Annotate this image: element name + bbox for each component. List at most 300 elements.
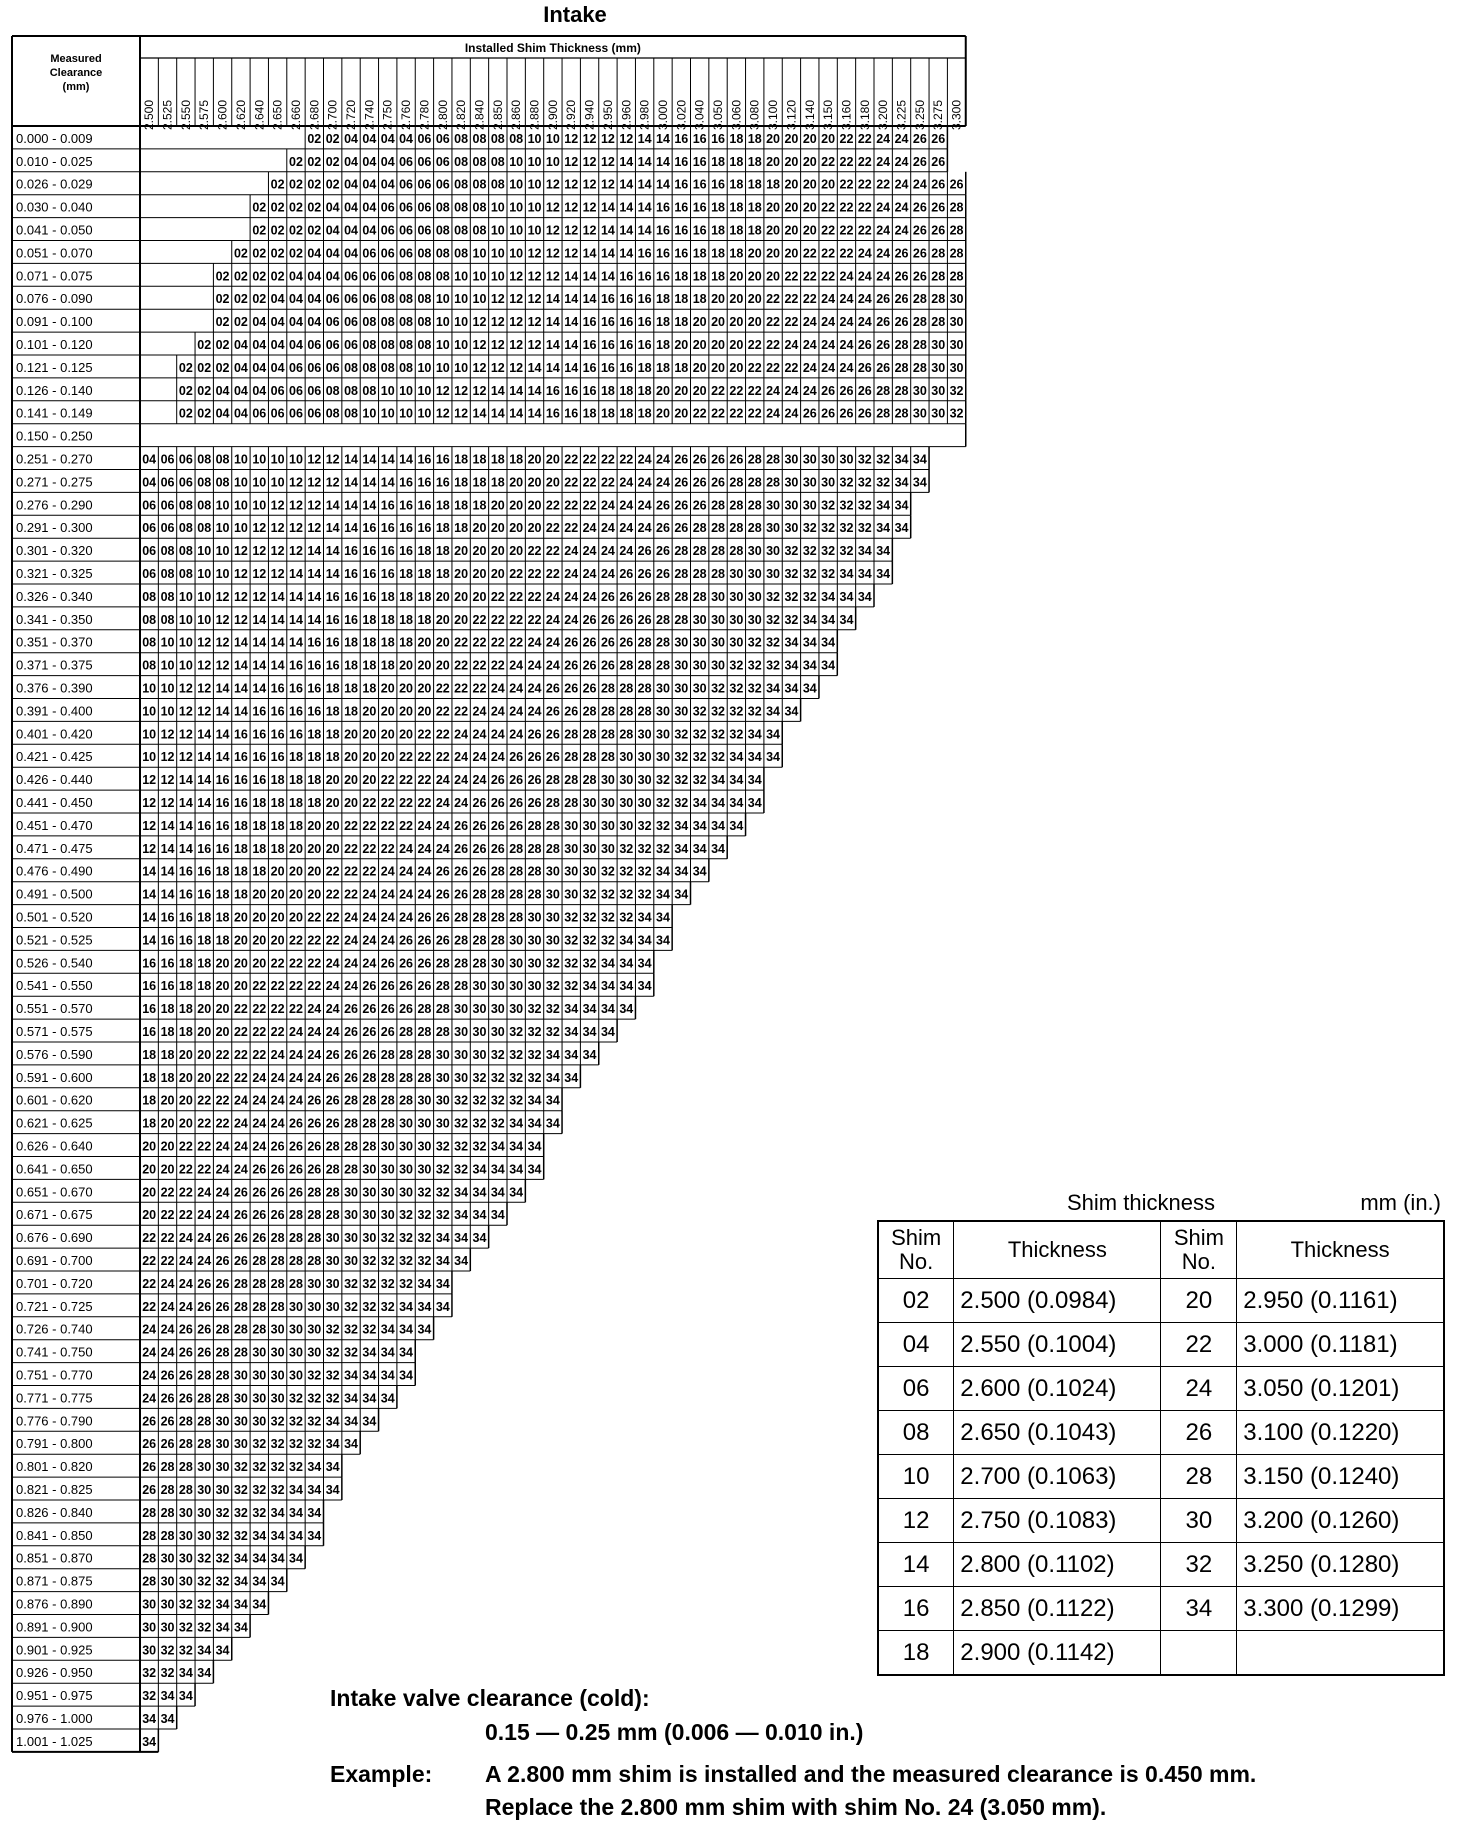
shim-number-cell: 18	[435, 521, 450, 536]
shim-number-cell: 34	[233, 1597, 248, 1612]
clearance-range-label: 0.951 - 0.975	[16, 1688, 93, 1704]
shim-number-cell: 22	[545, 567, 560, 581]
shim-number-cell: 22	[399, 750, 414, 765]
column-thickness-label: 2.740	[362, 99, 377, 130]
shim-number-cell: 24	[215, 1139, 230, 1154]
shim-number-cell: 20	[362, 704, 377, 719]
shim-number-cell: 22	[178, 1208, 193, 1223]
shim-number-cell: 18	[362, 681, 377, 696]
shim-number-cell: 20	[435, 635, 450, 650]
shim-number-cell: 22	[802, 292, 817, 307]
shim-number-cell: 26	[160, 1391, 175, 1406]
shim-number-cell: 20	[289, 864, 303, 879]
shim-number-cell: 32	[821, 567, 836, 581]
clearance-range-label: 0.641 - 0.650	[16, 1161, 93, 1177]
shim-number-cell: 10	[527, 131, 542, 146]
shim-number-cell: 18	[307, 773, 322, 788]
shim-number-cell: 08	[435, 269, 450, 284]
shim-number-cell: 28	[656, 589, 670, 604]
shim-number-cell: 12	[564, 200, 579, 215]
shim-number-cell: 30	[160, 1620, 175, 1635]
shim-number-cell: 20	[802, 154, 817, 169]
shim-number-cell: 06	[289, 360, 303, 375]
shim-number-cell: 14	[582, 269, 597, 284]
shim-number-cell: 26	[490, 796, 505, 810]
shim-number-cell: 24	[876, 131, 891, 146]
shim-number-cell: 16	[656, 223, 670, 238]
shim-number-cell: 24	[380, 864, 395, 879]
shim-number-cell: 04	[399, 131, 414, 146]
thickness-cell: 2.550 (0.1004)	[954, 1323, 1161, 1367]
shim-number-cell: 24	[876, 200, 891, 215]
shim-number-cell: 18	[325, 727, 340, 742]
shim-number-cell: 16	[289, 704, 303, 719]
shim-number-cell: 16	[564, 406, 579, 421]
shim-number-cell: 12	[142, 796, 157, 810]
shim-number-cell: 22	[490, 589, 505, 604]
shim-number-cell: 22	[233, 1070, 248, 1085]
shim-number-cell: 30	[307, 1322, 322, 1337]
shim-number-cell: 24	[472, 727, 487, 742]
shim-number-cell: 34	[766, 681, 781, 696]
shim-number-cell: 08	[417, 315, 432, 330]
shim-number-cell: 24	[619, 544, 634, 559]
shim-number-cell: 08	[454, 223, 469, 238]
thickness-cell: 2.600 (0.1024)	[954, 1367, 1161, 1411]
shim-number-cell: 22	[839, 223, 854, 238]
shim-number-cell: 10	[178, 589, 193, 604]
shim-number-cell: 28	[527, 818, 542, 833]
shim-no-cell: 08	[878, 1411, 954, 1455]
shim-number-cell: 18	[747, 200, 762, 215]
shim-number-cell: 28	[509, 887, 524, 902]
shim-number-cell: 26	[894, 246, 909, 261]
shim-number-cell: 28	[729, 475, 744, 490]
shim-number-cell: 32	[711, 704, 725, 719]
shim-number-cell: 30	[784, 521, 799, 536]
shim-number-cell: 06	[178, 452, 193, 467]
shim-number-cell: 02	[215, 292, 230, 307]
shim-number-cell: 22	[857, 154, 872, 169]
shim-no-cell	[1161, 1631, 1237, 1676]
shim-number-cell: 32	[509, 1025, 524, 1039]
shim-number-cell: 14	[509, 406, 524, 421]
shim-number-cell: 34	[289, 1528, 303, 1543]
shim-number-cell: 32	[509, 1070, 524, 1085]
shim-number-cell: 02	[289, 223, 303, 238]
shim-number-cell: 24	[399, 887, 414, 902]
shim-number-cell: 16	[252, 773, 267, 788]
shim-number-cell: 34	[674, 818, 689, 833]
shim-number-cell: 12	[233, 589, 248, 604]
shim-number-cell: 14	[637, 200, 652, 215]
shim-number-cell: 24	[784, 338, 799, 352]
shim-number-cell: 26	[252, 1208, 267, 1223]
shim-number-cell: 28	[435, 956, 450, 971]
shim-number-cell: 32	[747, 704, 762, 719]
shim-number-cell: 20	[233, 933, 248, 948]
shim-number-cell: 30	[307, 1299, 322, 1314]
shim-number-cell: 26	[912, 223, 927, 238]
shim-number-cell: 26	[674, 498, 689, 513]
shim-number-cell: 08	[490, 131, 505, 146]
shim-number-cell: 16	[362, 567, 377, 581]
shim-number-cell: 06	[307, 360, 322, 375]
shim-number-cell: 32	[490, 1047, 505, 1062]
shim-number-cell: 32	[454, 1139, 469, 1154]
shim-number-cell: 30	[949, 315, 964, 330]
shim-number-cell: 18	[729, 177, 744, 192]
shim-number-cell: 10	[270, 475, 285, 490]
shim-no-cell: 10	[878, 1455, 954, 1499]
thickness-cell: 3.250 (0.1280)	[1237, 1543, 1444, 1587]
shim-table-row	[878, 1543, 1444, 1587]
shim-number-cell: 12	[215, 635, 230, 650]
shim-number-cell: 28	[325, 1162, 340, 1177]
shim-number-cell: 02	[289, 154, 303, 169]
shim-number-cell: 32	[674, 773, 689, 788]
shim-number-cell: 14	[619, 154, 634, 169]
shim-number-cell: 32	[252, 1460, 267, 1475]
shim-number-cell: 08	[472, 223, 487, 238]
shim-thickness-section	[877, 1190, 1445, 1676]
shim-number-cell: 22	[747, 360, 762, 375]
shim-number-cell: 22	[362, 864, 377, 879]
shim-number-cell: 24	[894, 177, 909, 192]
shim-number-cell: 32	[454, 1093, 469, 1108]
shim-number-cell: 16	[289, 727, 303, 742]
shim-number-cell: 26	[527, 773, 542, 788]
shim-number-cell: 02	[270, 223, 285, 238]
clearance-range-label: 0.876 - 0.890	[16, 1596, 93, 1612]
shim-number-cell: 22	[142, 1299, 157, 1314]
shim-number-cell: 14	[344, 498, 358, 513]
shim-number-cell: 14	[600, 269, 615, 284]
shim-number-cell: 16	[307, 704, 322, 719]
shim-number-cell: 26	[178, 1368, 193, 1383]
shim-number-cell: 24	[839, 315, 854, 330]
shim-number-cell: 26	[857, 406, 872, 421]
column-thickness-label: 2.960	[619, 99, 634, 130]
shim-number-cell: 34	[711, 818, 725, 833]
shim-number-cell: 30	[527, 979, 542, 994]
shim-number-cell: 12	[233, 544, 248, 559]
shim-number-cell: 32	[270, 1460, 285, 1475]
shim-number-cell: 34	[545, 1070, 560, 1085]
shim-number-cell: 20	[362, 773, 377, 788]
shim-table-row	[878, 1367, 1444, 1411]
shim-number-cell: 28	[307, 1231, 322, 1246]
shim-number-cell: 14	[600, 200, 615, 215]
thickness-cell: 3.200 (0.1260)	[1237, 1499, 1444, 1543]
shim-number-cell: 32	[270, 1437, 285, 1452]
shim-number-cell: 34	[362, 1368, 377, 1383]
shim-number-cell: 20	[509, 521, 524, 536]
shim-number-cell: 32	[619, 841, 634, 856]
shim-number-cell: 12	[490, 315, 505, 330]
shim-number-cell: 24	[454, 750, 469, 765]
shim-number-cell: 32	[545, 956, 560, 971]
shim-number-cell: 18	[747, 177, 762, 192]
shim-number-cell: 22	[142, 1254, 157, 1268]
shim-number-cell: 28	[564, 773, 579, 788]
column-thickness-label: 2.850	[490, 99, 505, 130]
shim-number-cell: 18	[729, 200, 744, 215]
shim-number-cell: 04	[215, 383, 230, 398]
shim-number-cell: 18	[142, 1070, 157, 1085]
shim-number-cell: 04	[233, 406, 248, 421]
shim-number-cell: 06	[142, 567, 157, 581]
example-line-1: A 2.800 mm shim is installed and the measured clearance is 0.450 mm.	[485, 1761, 1257, 1787]
shim-number-cell: 26	[674, 521, 689, 536]
shim-number-cell: 26	[215, 1276, 230, 1291]
shim-number-cell: 32	[857, 475, 872, 490]
shim-number-cell: 22	[215, 1093, 230, 1108]
shim-number-cell: 20	[252, 887, 267, 902]
shim-number-cell: 30	[197, 1528, 212, 1543]
shim-number-cell: 30	[215, 1483, 230, 1497]
shim-number-cell: 02	[252, 292, 267, 307]
shim-number-cell: 28	[600, 727, 615, 742]
shim-number-cell: 04	[142, 452, 157, 467]
shim-number-cell: 30	[160, 1597, 175, 1612]
shim-number-cell: 32	[600, 910, 615, 925]
shim-number-cell: 28	[472, 956, 487, 971]
shim-number-cell: 14	[619, 246, 634, 261]
shim-number-cell: 24	[545, 589, 560, 604]
shim-number-cell: 34	[509, 1162, 524, 1177]
shim-number-cell: 34	[289, 1483, 303, 1497]
shim-number-cell: 34	[656, 864, 670, 879]
thickness-cell: 2.750 (0.1083)	[954, 1499, 1161, 1543]
example-line-2: Replace the 2.800 mm shim with shim No. 24 (3.050 mm).	[485, 1794, 1107, 1820]
shim-number-cell: 26	[197, 1345, 212, 1360]
shim-number-cell: 30	[270, 1368, 285, 1383]
shim-number-cell: 20	[527, 521, 542, 536]
shim-number-cell: 32	[674, 727, 689, 742]
shim-number-cell: 34	[490, 1139, 505, 1154]
shim-number-cell: 32	[784, 544, 799, 559]
shim-number-cell: 24	[252, 1093, 267, 1108]
shim-number-cell: 18	[380, 658, 395, 673]
shim-number-cell: 14	[325, 544, 340, 559]
shim-number-cell: 18	[289, 750, 303, 765]
shim-number-cell: 22	[454, 635, 469, 650]
clearance-range-label: 0.491 - 0.500	[16, 886, 93, 902]
shim-number-cell: 32	[435, 1208, 450, 1223]
column-thickness-label: 3.060	[729, 99, 744, 130]
shim-number-cell: 08	[435, 223, 450, 238]
shim-number-cell: 16	[399, 475, 414, 490]
shim-number-cell: 26	[692, 475, 707, 490]
shim-number-cell: 32	[142, 1689, 157, 1704]
shim-number-cell: 32	[545, 1002, 560, 1017]
shim-number-cell: 32	[637, 864, 652, 879]
shim-number-cell: 26	[600, 612, 615, 627]
shim-number-cell: 12	[435, 406, 450, 421]
shim-number-cell: 30	[637, 727, 652, 742]
shim-number-cell: 26	[160, 1437, 175, 1452]
shim-number-cell: 10	[509, 177, 524, 192]
shim-number-cell: 14	[325, 498, 340, 513]
shim-number-cell: 10	[545, 131, 560, 146]
shim-number-cell: 26	[509, 796, 524, 810]
shim-number-cell: 08	[472, 177, 487, 192]
shim-number-cell: 32	[325, 1322, 340, 1337]
shim-number-cell: 22	[289, 956, 303, 971]
shim-number-cell: 06	[160, 521, 175, 536]
shim-number-cell: 28	[674, 612, 689, 627]
shim-number-cell: 30	[931, 338, 946, 352]
shim-number-cell: 32	[564, 956, 579, 971]
shim-number-cell: 34	[784, 658, 799, 673]
shim-number-cell: 28	[692, 544, 707, 559]
shim-number-cell: 12	[472, 360, 487, 375]
shim-number-cell: 26	[894, 292, 909, 307]
shim-number-cell: 30	[747, 589, 762, 604]
shim-number-cell: 28	[600, 704, 615, 719]
shim-number-cell: 34	[142, 1734, 157, 1749]
shim-number-cell: 16	[252, 704, 267, 719]
shim-number-cell: 32	[307, 1391, 322, 1406]
shim-number-cell: 30	[142, 1620, 157, 1635]
shim-number-cell: 28	[747, 452, 762, 467]
shim-number-cell: 16	[307, 635, 322, 650]
shim-number-cell: 12	[472, 315, 487, 330]
shim-number-cell: 34	[380, 1345, 395, 1360]
shim-number-cell: 18	[233, 841, 248, 856]
shim-number-cell: 32	[582, 887, 597, 902]
shim-number-cell: 28	[307, 1208, 322, 1223]
shim-number-cell: 14	[215, 681, 230, 696]
shim-number-cell: 28	[619, 704, 634, 719]
shim-number-cell: 28	[711, 521, 725, 536]
shim-number-cell: 26	[839, 383, 854, 398]
shim-number-cell: 20	[197, 1047, 212, 1062]
shim-table-caption	[877, 1190, 1445, 1220]
shim-number-cell: 10	[527, 200, 542, 215]
shim-number-cell: 20	[289, 887, 303, 902]
shim-number-cell: 18	[307, 727, 322, 742]
shim-number-cell: 30	[472, 1047, 487, 1062]
shim-number-cell: 30	[619, 796, 634, 810]
shim-number-cell: 12	[509, 315, 524, 330]
shim-number-cell: 08	[490, 154, 505, 169]
shim-number-cell: 30	[362, 1208, 377, 1223]
shim-number-cell: 20	[472, 589, 487, 604]
shim-number-cell: 20	[307, 818, 322, 833]
shim-number-cell: 26	[931, 200, 946, 215]
shim-number-cell: 16	[582, 383, 597, 398]
shim-number-cell: 28	[380, 1070, 395, 1085]
shim-number-cell: 16	[656, 269, 670, 284]
shim-number-cell: 16	[600, 360, 615, 375]
shim-number-cell: 22	[362, 841, 377, 856]
shim-number-cell: 14	[600, 223, 615, 238]
shim-number-cell: 24	[802, 338, 817, 352]
shim-number-cell: 26	[399, 956, 414, 971]
shim-number-cell: 20	[252, 933, 267, 948]
shim-number-cell: 30	[472, 979, 487, 994]
shim-number-cell: 22	[435, 704, 450, 719]
shim-number-cell: 32	[839, 498, 854, 513]
shim-number-cell: 10	[509, 223, 524, 238]
shim-number-cell: 28	[344, 1093, 358, 1108]
shim-number-cell: 20	[380, 704, 395, 719]
shim-number-cell: 34	[545, 1047, 560, 1062]
shim-number-cell: 34	[399, 1299, 414, 1314]
shim-number-cell: 28	[747, 521, 762, 536]
shim-number-cell: 16	[270, 750, 285, 765]
shim-number-cell: 20	[711, 315, 725, 330]
shim-number-cell: 32	[289, 1460, 303, 1475]
shim-number-cell: 34	[362, 1414, 377, 1429]
shim-number-cell: 28	[380, 1093, 395, 1108]
shim-number-cell: 24	[307, 1070, 322, 1085]
shim-number-cell: 16	[399, 521, 414, 536]
clearance-range-label: 0.571 - 0.575	[16, 1024, 93, 1039]
column-thickness-label: 3.225	[894, 99, 909, 130]
shim-number-cell: 24	[509, 704, 524, 719]
shim-number-cell: 06	[252, 406, 267, 421]
shim-number-cell: 10	[545, 154, 560, 169]
shim-number-cell: 24	[802, 360, 817, 375]
shim-number-cell: 28	[527, 864, 542, 879]
shim-number-cell: 18	[747, 154, 762, 169]
shim-number-cell: 22	[802, 269, 817, 284]
shim-number-cell: 26	[545, 681, 560, 696]
shim-number-cell: 22	[564, 475, 579, 490]
shim-number-cell: 28	[454, 956, 469, 971]
shim-number-cell: 34	[344, 1368, 358, 1383]
shim-number-cell: 04	[380, 154, 395, 169]
shim-number-cell: 26	[454, 818, 469, 833]
shim-number-cell: 32	[380, 1254, 395, 1268]
clearance-range-label: 0.371 - 0.375	[16, 657, 93, 673]
shim-number-cell: 34	[894, 521, 909, 536]
shim-number-cell: 32	[362, 1276, 377, 1291]
column-thickness-label: 2.700	[325, 99, 340, 130]
shim-number-cell: 30	[619, 818, 634, 833]
shim-number-cell: 18	[674, 269, 689, 284]
shim-number-cell: 32	[582, 910, 597, 925]
shim-number-cell: 24	[545, 635, 560, 650]
shim-number-cell: 20	[362, 750, 377, 765]
shim-number-cell: 24	[344, 956, 358, 971]
shim-number-cell: 30	[142, 1643, 157, 1658]
shim-number-cell: 16	[380, 498, 395, 513]
shim-number-cell: 10	[197, 544, 212, 559]
shim-number-cell: 34	[399, 1345, 414, 1360]
shim-number-cell: 34	[821, 612, 836, 627]
shim-number-cell: 34	[711, 773, 725, 788]
shim-number-cell: 24	[142, 1345, 157, 1360]
shim-number-cell: 32	[692, 750, 707, 765]
shim-number-cell: 34	[270, 1574, 285, 1589]
shim-number-cell: 32	[197, 1597, 212, 1612]
shim-number-cell: 06	[307, 406, 322, 421]
clearance-range-label: 0.010 - 0.025	[16, 153, 93, 169]
shim-number-cell: 20	[454, 567, 469, 581]
clearance-range-label: 0.626 - 0.640	[16, 1138, 93, 1154]
shim-number-cell: 24	[821, 360, 836, 375]
shim-number-cell: 24	[619, 498, 634, 513]
shim-number-cell: 34	[233, 1620, 248, 1635]
shim-number-cell: 34	[527, 1093, 542, 1108]
shim-number-cell: 34	[857, 567, 872, 581]
shim-number-cell: 18	[600, 383, 615, 398]
shim-number-cell: 30	[619, 773, 634, 788]
